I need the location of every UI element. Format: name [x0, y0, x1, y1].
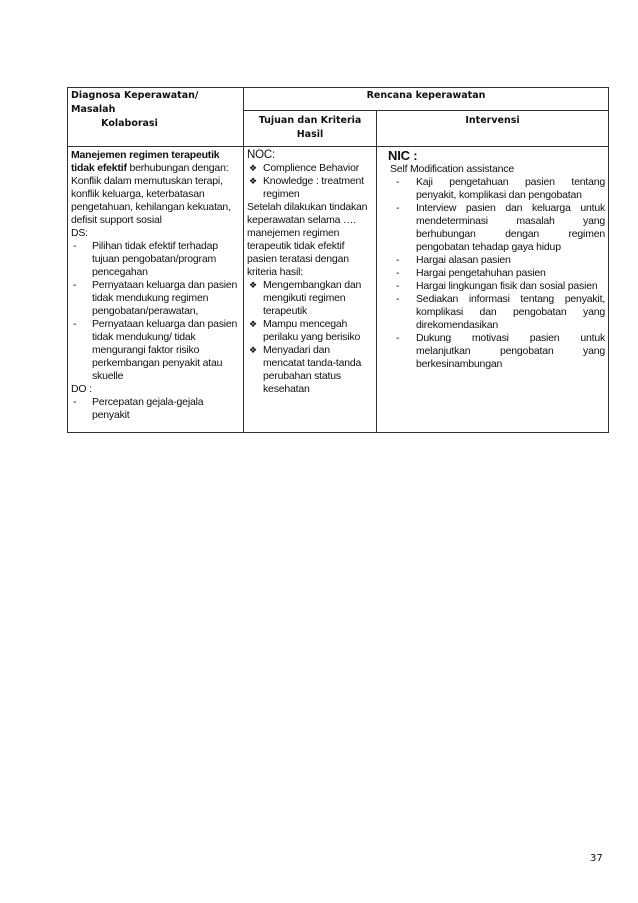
criteria-item-text: Mengembangkan dan mengikuti regimen terapeutik [263, 279, 362, 317]
criteria-item [247, 279, 373, 318]
nic-item [390, 176, 605, 202]
ds-marker: - [73, 318, 77, 330]
nic-item-text: Dukung motivasi pasien untuk melanjutkan pengobatan yang berkesinambungan [416, 332, 606, 370]
tujuan-intro: Setelah dilakukan tindakan keperawatan selama …. manejemen regimen terapeutik tidak efektif pasien teratasi dengan kriteria hasil: [247, 201, 368, 278]
noc-label: NOC: [247, 149, 275, 161]
ds-label: DS: [71, 227, 88, 239]
ds-item [71, 318, 240, 383]
header-intervensi: Intervensi [377, 111, 609, 147]
tujuan-cell [244, 147, 377, 433]
criteria-item-text: Menyadari dan mencatat tanda-tanda perubahan status kesehatan [263, 344, 362, 395]
criteria-item [247, 344, 373, 396]
noc-item [247, 175, 373, 201]
nic-item [390, 267, 605, 280]
page-number: 37 [590, 853, 603, 864]
diamond-bullet-icon: ❖ [249, 176, 257, 186]
noc-item [247, 162, 373, 175]
diamond-bullet-icon: ❖ [249, 163, 257, 173]
diagnosa-line: konflik keluarga, keterbatasan [71, 188, 205, 200]
diagnosa-title-rest: berhubungan dengan: [126, 162, 229, 174]
nic-marker: - [396, 280, 400, 292]
care-plan-table [67, 87, 609, 433]
nic-subtitle: Self Modification assistance [390, 163, 514, 175]
ds-marker: - [73, 240, 77, 252]
nic-marker: - [396, 332, 400, 344]
diagnosa-line: pengetahuan, kehilangan kekuatan, [71, 201, 231, 213]
criteria-item [247, 318, 373, 344]
header-diagnosa-line1: Diagnosa Keperawatan/ Masalah [71, 90, 199, 115]
diamond-bullet-icon: ❖ [249, 319, 257, 329]
ds-item-text: Pilihan tidak efektif terhadap tujuan pengobatan/program pencegahan [92, 240, 218, 278]
noc-item-text: Knowledge : treatment regimen [263, 175, 364, 200]
nic-label: NIC : [388, 148, 418, 163]
nic-item-text: Hargai alasan pasien [416, 254, 511, 266]
nic-item [390, 332, 605, 371]
ds-item [71, 279, 240, 318]
nic-marker: - [396, 176, 400, 188]
noc-item-text: Complience Behavior [263, 162, 360, 174]
nic-item [390, 280, 605, 293]
nic-item-text: Sediakan informasi tentang penyakit, komplikasi dan pengobatan yang direkomendasikan [416, 293, 606, 331]
nic-marker: - [396, 293, 400, 305]
nic-item-text: Kaji pengetahuan pasien tentang penyakit, komplikasi dan pengobatan [416, 176, 606, 201]
care-plan-table-container [67, 87, 608, 433]
header-tujuan: Tujuan dan Kriteria Hasil [244, 111, 377, 147]
do-label: DO : [71, 383, 92, 395]
do-item-text: Percepatan gejala-gejala penyakit [92, 396, 204, 421]
ds-item-text: Pernyataan keluarga dan pasien tidak mendukung/ tidak mengurangi faktor risiko perkembangan penyakit atau skuelle [92, 318, 238, 382]
header-diagnosa [68, 88, 244, 147]
header-diagnosa-line2: Kolaborasi [101, 118, 158, 129]
nic-item-text: Hargai lingkungan fisik dan sosial pasien [416, 280, 598, 292]
diagnosa-title-line2 [71, 162, 240, 175]
nic-body [380, 163, 605, 371]
ds-item [71, 240, 240, 279]
do-marker: - [73, 396, 77, 408]
intervensi-cell [377, 147, 609, 433]
diamond-bullet-icon: ❖ [249, 345, 257, 355]
criteria-item-text: Mampu mencegah perilaku yang berisiko [263, 318, 361, 343]
nic-marker: - [396, 254, 400, 266]
ds-item-text: Pernyataan keluarga dan pasien tidak mendukung regimen pengobatan/perawatan, [92, 279, 238, 317]
diagnosa-line: defisit support sosial [71, 214, 162, 226]
nic-item-text: Interview pasien dan keluarga untuk mendeterminasi masalah yang berhubungan dengan regimen pengobatan tehadap gaya hidup [416, 202, 606, 253]
do-item [71, 396, 240, 422]
nic-marker: - [396, 267, 400, 279]
ds-marker: - [73, 279, 77, 291]
nic-item [390, 202, 605, 254]
nic-item [390, 254, 605, 267]
nic-marker: - [396, 202, 400, 214]
header-rencana: Rencana keperawatan [244, 88, 609, 111]
nic-item [390, 293, 605, 332]
diagnosa-line: Konflik dalam memutuskan terapi, [71, 175, 223, 187]
diagnosa-cell [68, 147, 244, 433]
diamond-bullet-icon: ❖ [249, 280, 257, 290]
diagnosa-title-line1: Manejemen regimen terapeutik [71, 149, 220, 161]
nic-item-text: Hargai pengetahuhan pasien [416, 267, 546, 279]
diagnosa-title-bold: tidak efektif [71, 162, 127, 174]
